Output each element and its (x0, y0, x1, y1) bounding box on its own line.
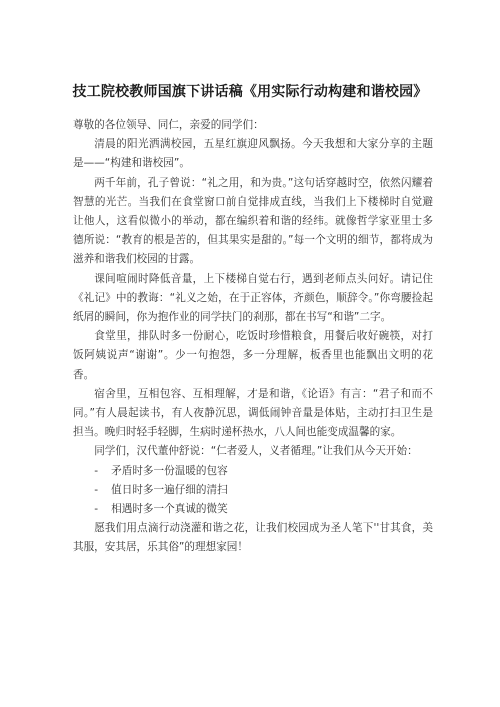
paragraph-6: 同学们，汉代董仲舒说：“仁者爱人，义者循理。”让我们从今天开始： (94, 445, 418, 458)
salutation: 尊敬的各位领导、同仁，亲爱的同学们： (73, 119, 264, 131)
paragraph-4: 食堂里，排队时多一份耐心，吃饭时珍惜粮食，用餐后收好碗筷，对打饭阿姨说声“谢谢”。少一句抱怨，多一分理解，板香里也能飘出文明的花香。 (73, 330, 433, 381)
list-item (73, 462, 433, 481)
document-body (73, 116, 433, 558)
paragraph-3: 课间喧闹时降低音量，上下楼梯自觉右行，遇到老师点头问好。请记住《礼记》中的教诲：“礼义之始，在于正容体，齐颜色，顺辞令。”你弯腰捡起纸屑的瞬间，你为抱作业的同学扶门的刹那，都在书写“和谐”二字。 (73, 272, 433, 324)
list-marker: - (94, 503, 99, 516)
closing-paragraph: 愿我们用点滴行动浇灌和谐之花，让我们校园成为圣人笔下''甘其食，美其服，安其居，乐其俗”的理想家园！ (73, 522, 433, 554)
list-item-text: 值日时多一遍仔细的清扫 (111, 483, 228, 496)
list-item-text: 相遇时多一个真诚的微笑 (111, 503, 228, 516)
document-title: 技工院校教师国旗下讲话稿《用实际行动构建和谐校园》 (72, 84, 428, 100)
list-item-text: 矛盾时多一份温暖的包容 (111, 464, 228, 477)
paragraph-1: 清晨的阳光洒满校园，五星红旗迎风飘扬。今天我想和大家分享的主题是——“构建和谐校园”。 (73, 138, 433, 170)
list-marker: - (94, 464, 99, 477)
list-item (73, 481, 433, 500)
list-marker: - (94, 483, 99, 496)
paragraph-5: 宿舍里，互相包容、互相理解，才是和谐，《论语》有言：“君子和而不同。”有人晨起读书，有人夜静沉思，调低闹钟音量是体贴，主动打扫卫生是担当。晚归时轻手轻脚，生病时递杯热水，八人间也能变成温馨的家。 (73, 387, 433, 439)
action-list (73, 462, 433, 520)
list-item (73, 500, 433, 519)
paragraph-2: 两千年前，孔子曾说：“礼之用，和为贵。”这句话穿越时空，依然闪耀着智慧的光芒。当我们在食堂窗口前自觉排成直线，当我们上下楼梯时自觉避让他人，这看似微小的举动，都在编织着和谐的经纬。就像哲学家亚里士多德所说：“教育的根是苦的，但其果实是甜的。”每一个文明的细节，都将成为滋养和谐我们校园的甘露。 (73, 176, 433, 266)
